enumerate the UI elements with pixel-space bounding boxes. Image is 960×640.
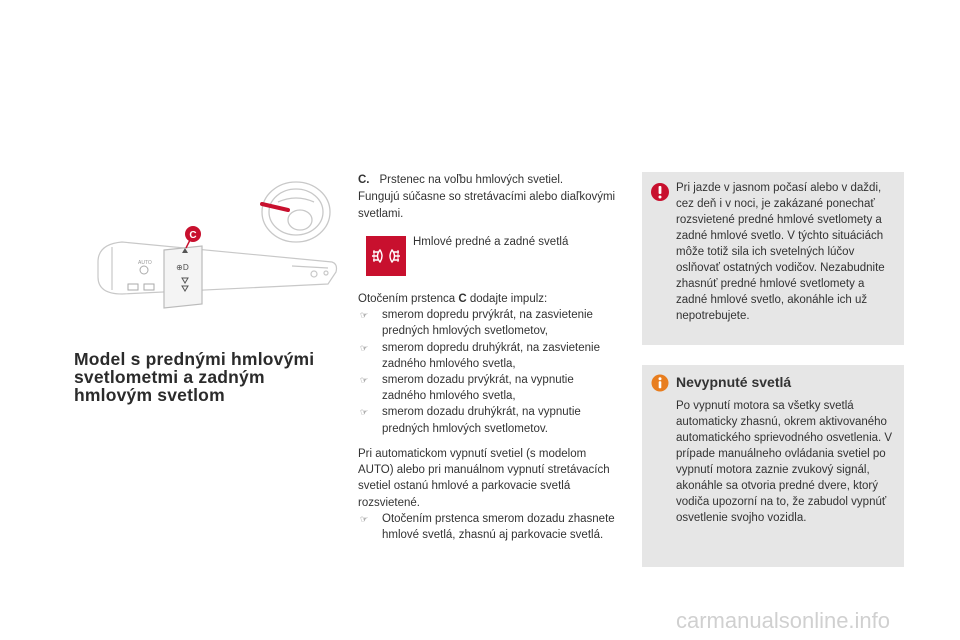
list-item	[358, 511, 620, 543]
impulse-list	[358, 307, 620, 437]
impulse-intro-suffix: dodajte impulz:	[469, 293, 548, 305]
list-item-text: smerom dopredu prvýkrát, na zasvietenie predných hmlových svetlometov,	[382, 309, 593, 338]
fog-lights-caption: Hmlové predné a zadné svetlá	[413, 236, 569, 248]
section-heading: Model s prednými hmlovými svetlometmi a zadným hmlovým svetlom	[74, 349, 315, 405]
impulse-intro	[358, 291, 620, 307]
pointing-hand-icon: ☞	[360, 407, 369, 418]
warning-text: Pri jazde v jasnom počasí alebo v daždi, cez deň i v noci, je zakázané ponechať rozsvietené predné hmlové svetlomety a zadné hmlové svetlo. V týchto situáciách môže totiž sila ich svetelných lúčov oslňovať ostatných vodičov. Nezabudnite zhasnúť predné hmlové svetlomety a zadné hmlové svetlo, akonáhle ich už nepotrebujete.	[676, 182, 885, 322]
ring-text-line1: Prstenec na voľbu hmlových svetiel.	[379, 174, 564, 186]
fog-lights-row	[358, 236, 620, 280]
exclamation-icon	[650, 182, 670, 202]
auto-off-text: Pri automatickom vypnutí svetiel (s modelom AUTO) alebo pri manuálnom vypnutí stretávacích svetiel ostanú hmlové a parkovacie svetlá rozsvietené.	[358, 448, 610, 509]
pointing-hand-icon: ☞	[360, 513, 369, 524]
impulse-instructions	[358, 291, 620, 437]
pointing-hand-icon: ☞	[360, 342, 369, 353]
info-title: Nevypnuté svetlá	[676, 374, 792, 390]
warning-box	[642, 172, 904, 345]
pointing-hand-icon: ☞	[360, 375, 369, 386]
auto-off-instructions	[358, 446, 620, 543]
info-icon	[651, 374, 669, 392]
svg-text:⊕D: ⊕D	[176, 263, 189, 272]
info-box	[642, 365, 904, 567]
list-item-text: smerom dozadu prvýkrát, na vypnutie zadného hmlového svetla,	[382, 374, 574, 403]
list-item-text: Otočením prstenca smerom dozadu zhasnete hmlové svetlá, zhasnú aj parkovacie svetlá.	[382, 512, 615, 542]
svg-text:C: C	[189, 230, 197, 241]
list-item	[358, 404, 620, 436]
pointing-hand-icon: ☞	[360, 310, 369, 321]
list-item-text: smerom dopredu druhýkrát, na zasvietenie zadného hmlového svetla,	[382, 341, 600, 370]
list-item	[358, 307, 620, 339]
stalk-illustration	[92, 172, 340, 322]
fog-lights-icon	[366, 236, 406, 276]
auto-label: AUTO	[138, 260, 152, 266]
ring-label: C.	[358, 174, 370, 186]
steering-wheel-icon	[262, 182, 330, 242]
auto-off-list	[358, 511, 620, 543]
ring-description	[358, 172, 620, 223]
impulse-intro-prefix: Otočením prstenca	[358, 293, 456, 305]
info-text: Po vypnutí motora sa všetky svetlá automaticky zhasnú, okrem aktivovaného automatického sprievodného osvetlenia. V prípade manuálneho ovládania svetiel po vypnutí motora zaznie zvukový signál, akonáhle sa otvoria predné dvere, ktorý vodiča upozorní na to, že zabudol vypnúť osvetlenie svojho vozidla.	[676, 400, 893, 524]
ring-text-rest: Fungujú súčasne so stretávacími alebo diaľkovými svetlami.	[358, 191, 616, 220]
watermark: carmanualsonline.info	[676, 608, 891, 633]
impulse-intro-ring: C	[458, 293, 467, 305]
callout-c	[185, 226, 201, 248]
list-item	[358, 372, 620, 404]
list-item	[358, 340, 620, 372]
list-item-text: smerom dozadu druhýkrát, na vypnutie predných hmlových svetlometov.	[382, 406, 581, 435]
